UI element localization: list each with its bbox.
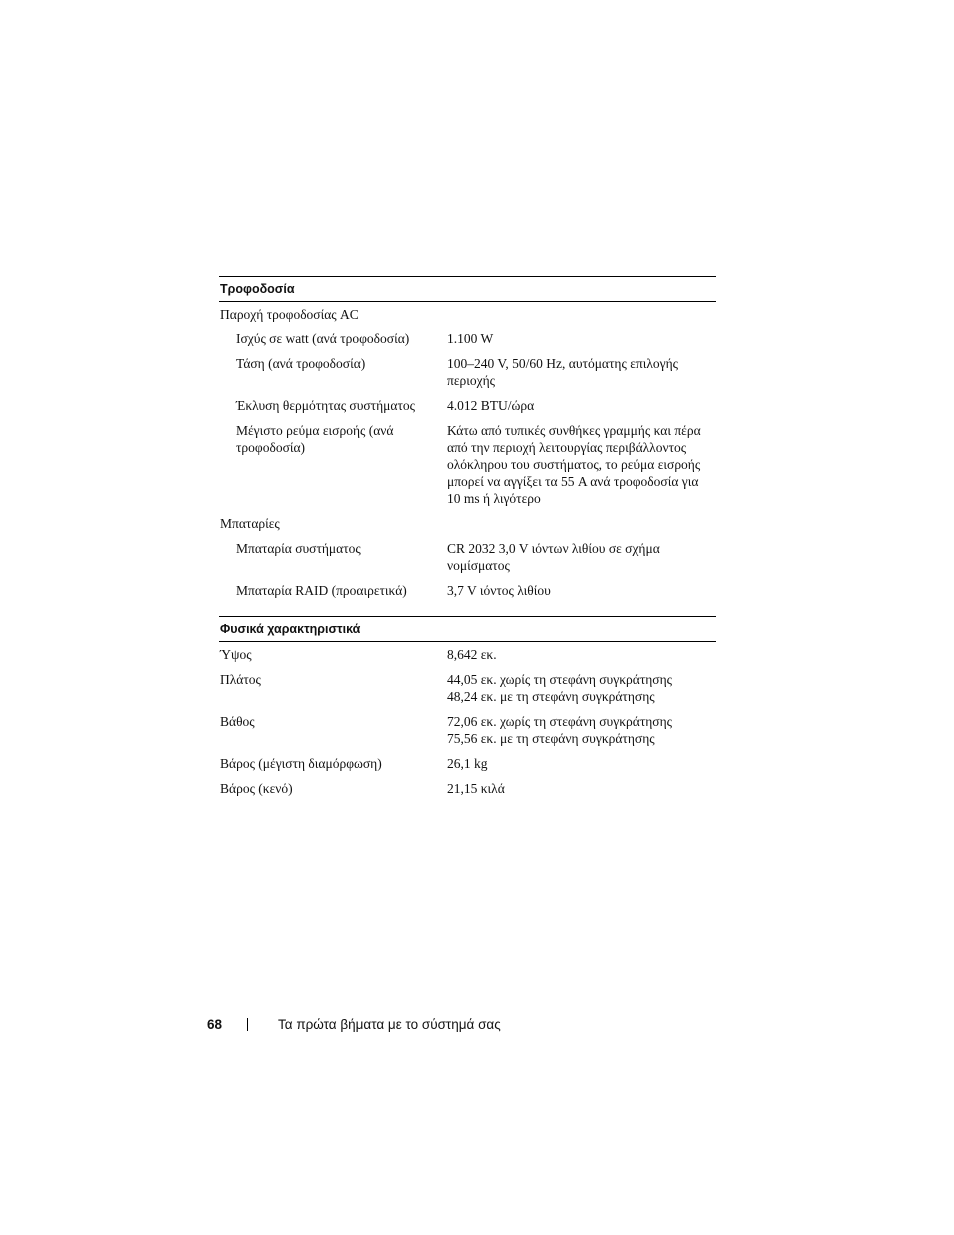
spec-value xyxy=(447,713,712,747)
power-spec-table xyxy=(219,276,716,604)
spec-value-line: 44,05 εκ. χωρίς τη στεφάνη συγκράτησης xyxy=(447,672,672,687)
spec-value-line: 48,24 εκ. με τη στεφάνη συγκράτησης xyxy=(447,689,655,704)
spec-value: 1.100 W xyxy=(447,331,494,346)
group-label: Μπαταρίες xyxy=(220,516,280,531)
spec-label: Πλάτος xyxy=(220,672,261,687)
spec-label: Έκλυση θερμότητας συστήματος xyxy=(236,398,415,413)
spec-label: Μπαταρία RAID (προαιρετικά) xyxy=(236,583,407,598)
spec-label: Βάθος xyxy=(220,714,255,729)
spec-row-voltage xyxy=(219,352,716,394)
spec-row-raid-battery xyxy=(219,579,716,604)
spec-label: Μπαταρία συστήματος xyxy=(236,541,361,556)
page-number: 68 xyxy=(207,1017,223,1032)
group-label: Παροχή τροφοδοσίας AC xyxy=(220,307,359,322)
section-header-physical: Φυσικά χαρακτηριστικά xyxy=(219,616,716,642)
physical-spec-table xyxy=(219,616,716,802)
spec-value: 26,1 kg xyxy=(447,756,488,771)
spec-value: 100–240 V, 50/60 Hz, αυτόματης επιλογής περιοχής xyxy=(447,356,678,388)
spec-row-heat xyxy=(219,394,716,419)
spec-value-line: 75,56 εκ. με τη στεφάνη συγκράτησης xyxy=(447,731,655,746)
spec-row-width xyxy=(219,668,716,710)
spec-value: 3,7 V ιόντος λιθίου xyxy=(447,583,551,598)
spec-value: 4.012 BTU/ώρα xyxy=(447,398,535,413)
section-header-power: Τροφοδοσία xyxy=(219,276,716,302)
spec-label: Τάση (ανά τροφοδοσία) xyxy=(236,356,366,371)
footer-separator xyxy=(247,1018,248,1031)
spec-value xyxy=(447,671,712,705)
spec-label: Ύψος xyxy=(220,647,252,662)
spec-value: 8,642 εκ. xyxy=(447,647,497,662)
spec-label: Ισχύς σε watt (ανά τροφοδοσία) xyxy=(236,331,410,346)
spec-value: 21,15 κιλά xyxy=(447,781,505,796)
spec-row-weight-empty xyxy=(219,777,716,802)
spec-row-system-battery xyxy=(219,537,716,579)
spec-row-depth xyxy=(219,710,716,752)
spec-row-watts xyxy=(219,327,716,352)
spec-label: Βάρος (μέγιστη διαμόρφωση) xyxy=(220,756,382,771)
spec-value: Κάτω από τυπικές συνθήκες γραμμής και πέρα από την περιοχή λειτουργίας περιβάλλοντος ολόκληρου του συστήματος, το ρεύμα εισροής μπορεί να αγγίξει τα 55 A ανά τροφοδοσία για 10 ms ή λιγότερο xyxy=(447,423,701,506)
spec-row-height xyxy=(219,642,716,668)
spec-value-line: 72,06 εκ. χωρίς τη στεφάνη συγκράτησης xyxy=(447,714,672,729)
spec-value: CR 2032 3,0 V ιόντων λιθίου σε σχήμα νομίσματος xyxy=(447,541,660,573)
spec-label: Βάρος (κενό) xyxy=(220,781,293,796)
spec-row-inrush xyxy=(219,419,716,512)
footer-title: Τα πρώτα βήματα με το σύστημά σας xyxy=(278,1017,501,1032)
spec-row-weight-max xyxy=(219,752,716,777)
group-ac-power xyxy=(219,302,716,327)
group-batteries xyxy=(219,512,716,537)
spec-label: Μέγιστο ρεύμα εισροής (ανά τροφοδοσία) xyxy=(236,423,394,455)
